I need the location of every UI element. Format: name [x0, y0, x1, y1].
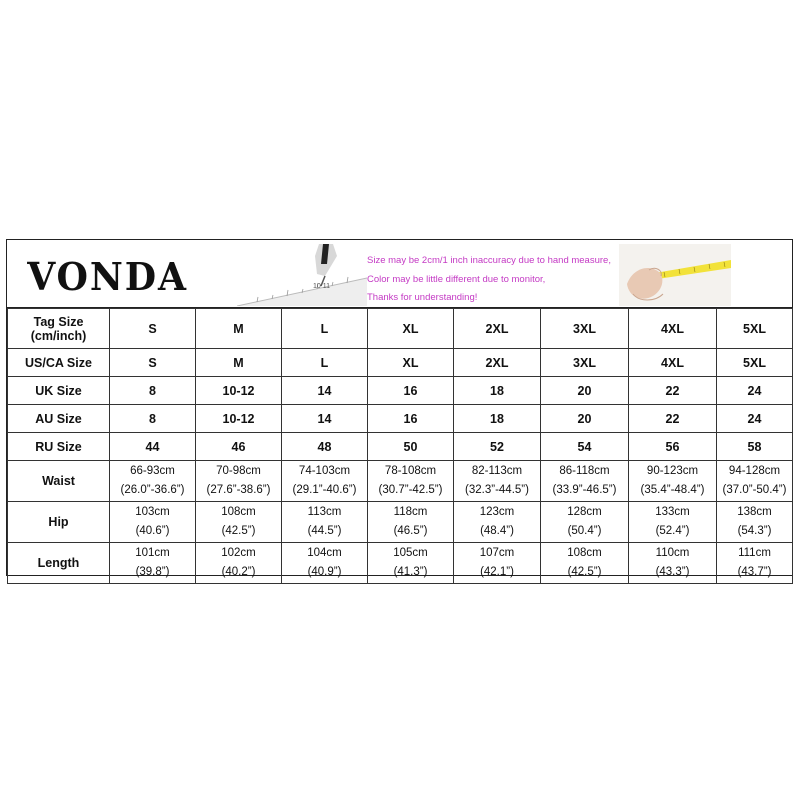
table-cell: 3XL [541, 309, 629, 349]
table-cell: 22 [629, 405, 717, 433]
table-cell [196, 461, 282, 502]
table-row [8, 309, 793, 349]
table-cell: 18 [454, 377, 541, 405]
table-row [8, 461, 793, 502]
table-cell [629, 543, 717, 584]
inch-value: (42.5”) [221, 525, 256, 537]
cm-value: 138cm [737, 506, 772, 518]
row-label: AU Size [8, 405, 110, 433]
table-cell: 14 [282, 377, 368, 405]
measuring-tape-hand-graphic [619, 244, 731, 306]
chart-banner [7, 240, 792, 308]
table-cell: 3XL [541, 349, 629, 377]
inch-value: (52.4”) [655, 525, 690, 537]
table-cell: 10-12 [196, 377, 282, 405]
inch-value: (39.8”) [135, 566, 170, 578]
inch-value: (40.9”) [307, 566, 342, 578]
table-cell: 22 [629, 377, 717, 405]
table-cell [196, 543, 282, 584]
table-row [8, 377, 793, 405]
table-cell: 20 [541, 377, 629, 405]
table-cell [282, 461, 368, 502]
inch-value: (35.4”-48.4”) [640, 484, 705, 496]
ruler-digits: 10 11 [313, 283, 330, 290]
table-row [8, 433, 793, 461]
inch-value: (42.1”) [480, 566, 514, 578]
inch-value: (40.6”) [135, 525, 170, 537]
size-table [7, 308, 793, 584]
row-label: UK Size [8, 377, 110, 405]
table-cell [368, 461, 454, 502]
brand-logo: VONDA [27, 254, 188, 299]
cm-value: 128cm [567, 506, 602, 518]
table-cell: 24 [717, 405, 793, 433]
inch-value: (41.3”) [393, 566, 428, 578]
table-cell [541, 502, 629, 543]
cm-value: 78-108cm [384, 465, 437, 477]
cm-value: 66-93cm [130, 465, 175, 477]
cm-value: 108cm [567, 547, 602, 559]
table-cell [629, 502, 717, 543]
measurement-notes [367, 252, 611, 308]
tag-size-unit: (cm/inch) [30, 328, 87, 343]
table-cell: 44 [110, 433, 196, 461]
table-cell [717, 543, 793, 584]
table-cell: 8 [110, 405, 196, 433]
table-cell: 4XL [629, 309, 717, 349]
table-cell: 50 [368, 433, 454, 461]
table-cell [110, 502, 196, 543]
table-cell [717, 461, 793, 502]
table-cell: XL [368, 349, 454, 377]
cm-value: 103cm [135, 506, 170, 518]
inch-value: (37.0”-50.4”) [722, 484, 787, 496]
inch-value: (50.4”) [567, 525, 602, 537]
inch-value: (54.3”) [737, 525, 772, 537]
cm-value: 107cm [479, 547, 515, 559]
table-cell: 4XL [629, 349, 717, 377]
note-line: Color may be little different due to monitor, [367, 273, 546, 285]
tag-size-label: Tag Size [33, 314, 84, 329]
table-cell: 2XL [454, 309, 541, 349]
table-row [8, 543, 793, 584]
cm-value: 70-98cm [216, 465, 261, 477]
cm-value: 86-118cm [559, 465, 610, 477]
table-cell: 16 [368, 405, 454, 433]
cm-value: 113cm [307, 506, 342, 518]
cm-value: 82-113cm [471, 465, 523, 477]
cm-value: 118cm [393, 506, 428, 518]
table-row [8, 349, 793, 377]
table-cell: 48 [282, 433, 368, 461]
table-cell [110, 461, 196, 502]
cm-value: 90-123cm [646, 465, 699, 477]
cm-value: 123cm [479, 506, 515, 518]
cm-value: 101cm [135, 547, 170, 559]
inch-value: (48.4”) [480, 525, 514, 537]
cm-value: 105cm [393, 547, 428, 559]
table-cell [629, 461, 717, 502]
table-cell [282, 543, 368, 584]
size-chart [6, 239, 793, 576]
table-cell: L [282, 349, 368, 377]
inch-value: (42.5”) [567, 566, 602, 578]
table-cell: L [282, 309, 368, 349]
cm-value: 94-128cm [728, 465, 781, 477]
table-cell: S [110, 349, 196, 377]
table-row [8, 502, 793, 543]
inch-value: (43.7”) [737, 566, 772, 578]
table-cell [282, 502, 368, 543]
cm-value: 133cm [655, 506, 690, 518]
table-cell: 14 [282, 405, 368, 433]
row-label: Hip [8, 502, 110, 543]
inch-value: (26.0”-36.6”) [120, 484, 185, 496]
table-cell [454, 461, 541, 502]
cm-value: 111cm [738, 547, 771, 559]
table-cell [541, 543, 629, 584]
table-row [8, 405, 793, 433]
cm-value: 104cm [307, 547, 342, 559]
table-cell: XL [368, 309, 454, 349]
cm-value: 102cm [221, 547, 256, 559]
row-label: US/CA Size [8, 349, 110, 377]
row-label: RU Size [8, 433, 110, 461]
table-cell [454, 543, 541, 584]
row-label: Length [8, 543, 110, 584]
table-cell: 56 [629, 433, 717, 461]
inch-value: (29.1”-40.6”) [292, 484, 357, 496]
inch-value: (32.3”-44.5”) [465, 484, 529, 496]
table-cell: 52 [454, 433, 541, 461]
cm-value: 74-103cm [298, 465, 351, 477]
cm-value: 110cm [655, 547, 690, 559]
note-line: Size may be 2cm/1 inch inaccuracy due to hand measure, [367, 255, 611, 266]
table-cell [368, 543, 454, 584]
table-cell: 18 [454, 405, 541, 433]
table-cell: S [110, 309, 196, 349]
inch-value: (44.5”) [307, 525, 342, 537]
table-cell: 8 [110, 377, 196, 405]
table-cell: 58 [717, 433, 793, 461]
table-cell: M [196, 349, 282, 377]
table-cell: 5XL [717, 349, 793, 377]
table-cell: 20 [541, 405, 629, 433]
table-cell [717, 502, 793, 543]
ruler-pen-graphic [237, 242, 367, 306]
inch-value: (33.9”-46.5”) [552, 484, 617, 496]
inch-value: (46.5”) [393, 525, 428, 537]
row-label [8, 309, 110, 349]
inch-value: (40.2”) [221, 566, 256, 578]
note-line: Thanks for understanding! [367, 292, 478, 303]
table-cell: 10-12 [196, 405, 282, 433]
inch-value: (30.7”-42.5”) [378, 484, 443, 496]
row-label: Waist [8, 461, 110, 502]
cm-value: 108cm [221, 506, 256, 518]
table-cell [454, 502, 541, 543]
table-cell: 24 [717, 377, 793, 405]
table-cell [110, 543, 196, 584]
table-cell: M [196, 309, 282, 349]
table-cell: 16 [368, 377, 454, 405]
inch-value: (27.6”-38.6”) [206, 484, 271, 496]
table-cell [541, 461, 629, 502]
table-cell: 54 [541, 433, 629, 461]
table-cell: 2XL [454, 349, 541, 377]
table-cell: 5XL [717, 309, 793, 349]
table-cell: 46 [196, 433, 282, 461]
table-cell [368, 502, 454, 543]
inch-value: (43.3”) [655, 566, 690, 578]
table-cell [196, 502, 282, 543]
